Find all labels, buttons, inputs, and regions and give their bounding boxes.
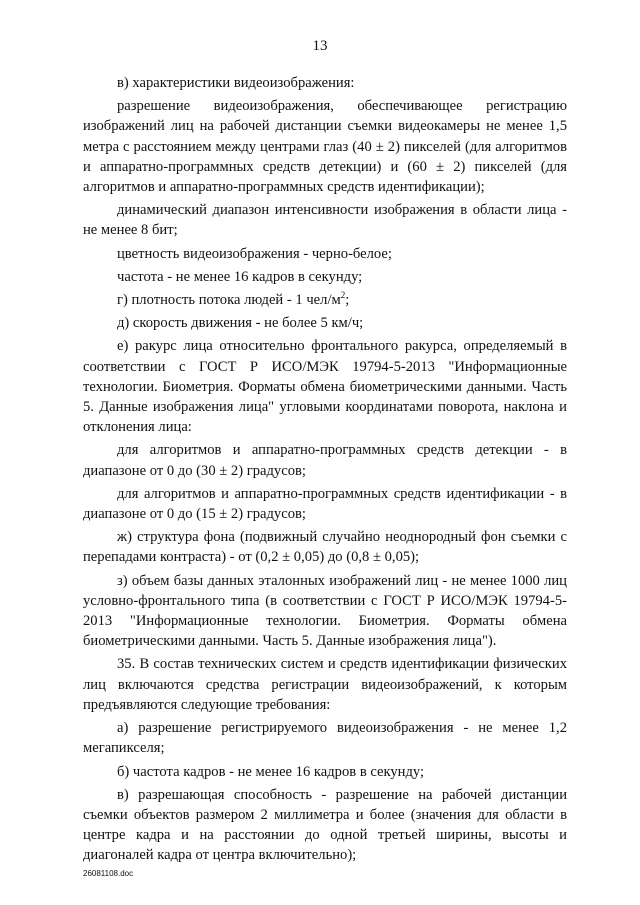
- paragraph: ж) структура фона (подвижный случайно неоднородный фон съемки с перепадами контраста) - от (0,2 ± 0,05) до (0,8 ± 0,05);: [83, 529, 567, 566]
- paragraph: д) скорость движения - не более 5 км/ч;: [117, 315, 364, 332]
- paragraph: в) характеристики видеоизображения:: [117, 75, 355, 91]
- file-name-footer: 26081108.doc: [83, 869, 134, 878]
- paragraph: динамический диапазон интенсивности изображения в области лица - не менее 8 бит;: [83, 202, 567, 239]
- document-body: [83, 73, 567, 869]
- paragraph: б) частота кадров - не менее 16 кадров в секунду;: [117, 763, 425, 780]
- density-suffix: ;: [345, 292, 350, 309]
- paragraph: 35. В состав технических систем и средств идентификации физических лиц включаются средства регистрации видеоизображений, к которым предъявляются следующие требования:: [83, 656, 567, 713]
- paragraph: цветность видеоизображения - черно-белое;: [117, 245, 392, 262]
- paragraph: а) разрешение регистрируемого видеоизображения - не менее 1,2 мегапикселя;: [83, 720, 567, 757]
- paragraph: в) разрешающая способность - разрешение на рабочей дистанции съемки объектов размером 2 миллиметра и более (значения для области в центре кадра и на расстоянии до одной третьей ширины, высоты и диагоналей кадра от центра включительно);: [83, 786, 567, 864]
- page-number: 13: [312, 38, 328, 54]
- paragraph: для алгоритмов и аппаратно-программных средств идентификации - в диапазоне от 0 до (15 ± 2) градусов;: [83, 485, 567, 523]
- superscript: 2: [340, 290, 346, 301]
- paragraph: разрешение видеоизображения, обеспечивающее регистрацию изображений лиц на рабочей дистанции съемки видеокамеры не менее 1,5 метра с расстоянием между центрами глаз (40 ± 2) пикселей (для алгоритмов и аппаратно-программных средств детекции) и (60 ± 2) пикселей (для алгоритмов и аппаратно-программных средств идентификации);: [83, 98, 567, 196]
- density-text: г) плотность потока людей - 1 чел/м: [117, 292, 341, 309]
- paragraph: е) ракурс лица относительно фронтального ракурса, определяемый в соответствии с ГОСТ Р ИСО/МЭК 19794-5-2013 "Информационные технологии. Биометрия. Форматы обмена биометрическими данными. Часть 5. Данные изображения лица" угловыми координатами поворота, наклона и отклонения лица:: [83, 338, 567, 436]
- paragraph-density: [83, 290, 567, 310]
- paragraph: частота - не менее 16 кадров в секунду;: [117, 268, 363, 285]
- paragraph: для алгоритмов и аппаратно-программных средств детекции - в диапазоне от 0 до (30 ± 2) градусов;: [83, 442, 567, 479]
- paragraph: з) объем базы данных эталонных изображений лиц - не менее 1000 лиц условно-фронтального типа (в соответствии с ГОСТ Р ИСО/МЭК 19794-5-2013 "Информационные технологии. Биометрия. Форматы обмена биометрическими данными. Часть 5. Данные изображения лица").: [83, 572, 567, 650]
